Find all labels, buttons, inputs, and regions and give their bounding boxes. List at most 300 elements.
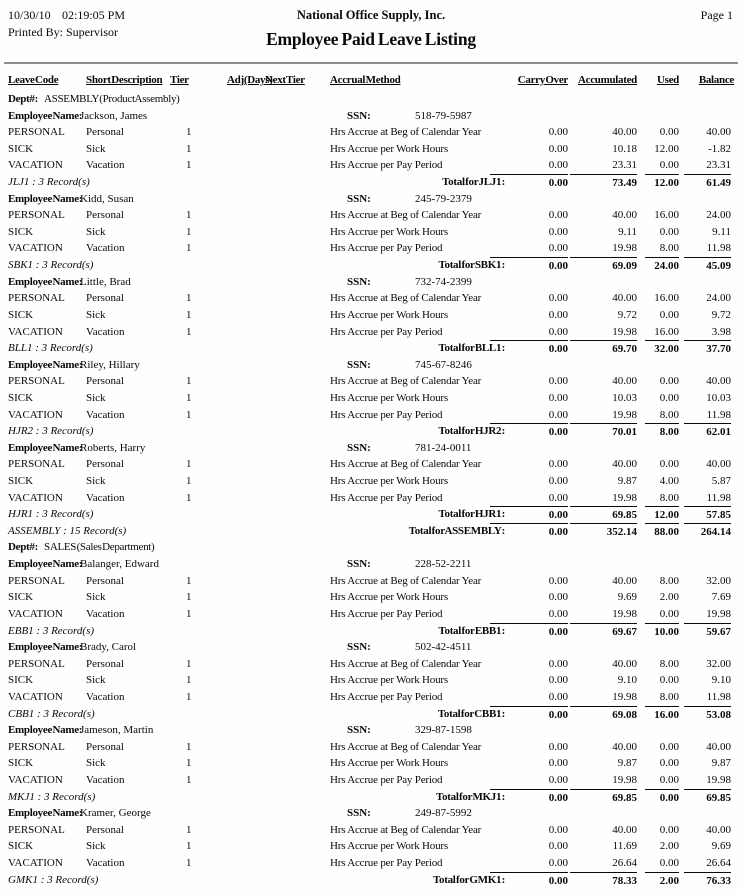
accrual-method: Hrs Accrue per Work Hours <box>330 840 448 853</box>
leave-description: Sick <box>86 591 106 604</box>
column-next-tier: Next Tier <box>265 74 305 86</box>
employee-name-label: Employee Name: <box>8 724 83 737</box>
leave-tier: 1 <box>186 325 192 338</box>
employee-name-label: Employee Name: <box>8 641 83 654</box>
dept-value: SALES (Sales Department) <box>44 541 155 554</box>
accrual-method: Hrs Accrue per Pay Period <box>330 491 443 504</box>
used-value: 8.00 <box>659 690 679 703</box>
employee-name-value: Riley, Hillary <box>80 358 140 371</box>
employee-total-row <box>0 423 742 440</box>
used-value: 0.00 <box>659 126 679 139</box>
ssn-label: SSN: <box>347 558 371 571</box>
accumulated-value: 10.03 <box>612 391 637 404</box>
employee-row <box>0 805 742 822</box>
leave-description: Sick <box>86 142 106 155</box>
employee-name-value: Brady, Carol <box>80 641 137 654</box>
leave-code: PERSONAL <box>8 292 65 305</box>
balance-value: 10.03 <box>706 391 731 404</box>
column-used: Used <box>656 74 679 86</box>
balance-value: -1.82 <box>708 142 731 155</box>
balance-value: 40.00 <box>706 126 731 139</box>
used-value: 2.00 <box>659 840 679 853</box>
balance-value: 9.10 <box>711 674 731 687</box>
leave-code: PERSONAL <box>8 375 65 388</box>
leave-tier: 1 <box>186 159 192 172</box>
used-value: 0.00 <box>659 308 679 321</box>
dept-row <box>0 539 742 556</box>
leave-tier: 1 <box>186 391 192 404</box>
record-count: HJR1 : 3 Record(s) <box>8 508 94 521</box>
column-tier: Tier <box>170 74 189 86</box>
leave-tier: 1 <box>186 840 192 853</box>
accrual-method: Hrs Accrue per Work Hours <box>330 475 448 488</box>
leave-code: VACATION <box>8 690 63 703</box>
accrual-method: Hrs Accrue per Work Hours <box>330 757 448 770</box>
employee-total-row <box>0 506 742 523</box>
leave-tier: 1 <box>186 823 192 836</box>
leave-row <box>0 838 742 855</box>
leave-tier: 1 <box>186 142 192 155</box>
accrual-method: Hrs Accrue at Beg of Calendar Year <box>330 292 482 305</box>
record-count: JLJ1 : 3 Record(s) <box>8 176 90 189</box>
leave-description: Personal <box>86 126 124 139</box>
leave-row <box>0 689 742 706</box>
leave-row <box>0 573 742 590</box>
employee-name-label: Employee Name: <box>8 441 83 454</box>
leave-tier: 1 <box>186 408 192 421</box>
total-used: 10.00 <box>645 623 679 641</box>
leave-description: Personal <box>86 740 124 753</box>
used-value: 0.00 <box>659 674 679 687</box>
accumulated-value: 19.98 <box>612 690 637 703</box>
used-value: 16.00 <box>654 209 679 222</box>
leave-tier: 1 <box>186 674 192 687</box>
dept-value: ASSEMBLY (Product Assembly) <box>44 93 180 105</box>
employee-row <box>0 556 742 573</box>
accumulated-value: 19.98 <box>612 325 637 338</box>
used-value: 0.00 <box>659 857 679 870</box>
ssn-value: 745-67-8246 <box>415 358 472 371</box>
total-balance: 59.67 <box>684 623 731 641</box>
accrual-method: Hrs Accrue per Work Hours <box>330 391 448 404</box>
balance-value: 5.87 <box>711 475 731 488</box>
balance-value: 9.69 <box>711 840 731 853</box>
dept-record-count: ASSEMBLY : 15 Record(s) <box>8 524 127 537</box>
ssn-label: SSN: <box>347 275 371 288</box>
accumulated-value: 9.87 <box>617 475 637 488</box>
leave-tier: 1 <box>186 690 192 703</box>
accumulated-value: 23.31 <box>612 159 637 172</box>
accumulated-value: 10.18 <box>612 142 637 155</box>
carry-over-value: 0.00 <box>548 823 568 836</box>
leave-tier: 1 <box>186 225 192 238</box>
accumulated-value: 40.00 <box>612 657 637 670</box>
balance-value: 9.11 <box>712 225 731 238</box>
column-header-row <box>0 74 742 90</box>
total-carry-over: 0.00 <box>490 623 568 641</box>
leave-tier: 1 <box>186 475 192 488</box>
total-label: Total for SBK1 : <box>438 259 505 272</box>
accumulated-value: 19.98 <box>612 242 637 255</box>
leave-description: Sick <box>86 840 106 853</box>
total-balance: 37.70 <box>684 340 731 358</box>
carry-over-value: 0.00 <box>548 325 568 338</box>
leave-row <box>0 373 742 390</box>
employee-row <box>0 191 742 208</box>
leave-code: PERSONAL <box>8 657 65 670</box>
used-value: 0.00 <box>659 375 679 388</box>
leave-code: SICK <box>8 840 34 853</box>
carry-over-value: 0.00 <box>548 491 568 504</box>
employee-name-label: Employee Name: <box>8 275 83 288</box>
record-count: MKJ1 : 3 Record(s) <box>8 790 96 803</box>
page-number: Page 1 <box>700 8 733 22</box>
accrual-method: Hrs Accrue per Pay Period <box>330 159 443 172</box>
carry-over-value: 0.00 <box>548 657 568 670</box>
leave-description: Sick <box>86 225 106 238</box>
accumulated-value: 19.98 <box>612 491 637 504</box>
leave-description: Vacation <box>86 690 125 703</box>
ssn-value: 329-87-1598 <box>415 724 472 737</box>
accrual-method: Hrs Accrue per Work Hours <box>330 225 448 238</box>
total-used: 2.00 <box>645 872 679 890</box>
record-count: SBK1 : 3 Record(s) <box>8 259 94 272</box>
used-value: 16.00 <box>654 292 679 305</box>
carry-over-value: 0.00 <box>548 126 568 139</box>
column-adj-days: Adj(Days) <box>227 74 273 86</box>
leave-tier: 1 <box>186 857 192 870</box>
leave-code: VACATION <box>8 242 63 255</box>
employee-name-value: Kidd, Susan <box>80 192 134 205</box>
accrual-method: Hrs Accrue per Pay Period <box>330 607 443 620</box>
accumulated-value: 40.00 <box>612 823 637 836</box>
accumulated-value: 9.87 <box>617 757 637 770</box>
balance-value: 9.72 <box>711 308 731 321</box>
total-used: 16.00 <box>645 706 679 724</box>
leave-code: VACATION <box>8 857 63 870</box>
employee-name-label: Employee Name: <box>8 358 83 371</box>
accrual-method: Hrs Accrue per Work Hours <box>330 308 448 321</box>
balance-value: 7.69 <box>711 591 731 604</box>
total-used: 12.00 <box>645 506 679 524</box>
ssn-label: SSN: <box>347 641 371 654</box>
leave-row <box>0 157 742 174</box>
leave-tier: 1 <box>186 591 192 604</box>
accrual-method: Hrs Accrue at Beg of Calendar Year <box>330 209 482 222</box>
leave-description: Sick <box>86 757 106 770</box>
leave-tier: 1 <box>186 209 192 222</box>
accumulated-value: 19.98 <box>612 408 637 421</box>
leave-row <box>0 407 742 424</box>
employee-row <box>0 639 742 656</box>
accumulated-value: 40.00 <box>612 292 637 305</box>
employee-name-value: Jameson, Martin <box>80 724 154 737</box>
column-accumulated: Accumulated <box>577 74 637 86</box>
accrual-method: Hrs Accrue per Work Hours <box>330 142 448 155</box>
used-value: 0.00 <box>659 740 679 753</box>
total-used: 32.00 <box>645 340 679 358</box>
total-label: Total for HJR1 : <box>438 508 505 521</box>
record-count: BLL1 : 3 Record(s) <box>8 342 93 355</box>
carry-over-value: 0.00 <box>548 475 568 488</box>
total-label: Total for HJR2 : <box>438 425 505 438</box>
ssn-value: 518-79-5987 <box>415 109 472 122</box>
leave-description: Sick <box>86 475 106 488</box>
carry-over-value: 0.00 <box>548 408 568 421</box>
total-label: Total for BLL1 : <box>438 342 505 355</box>
leave-code: VACATION <box>8 408 63 421</box>
leave-description: Personal <box>86 375 124 388</box>
ssn-value: 228-52-2211 <box>415 558 472 571</box>
leave-code: SICK <box>8 674 34 687</box>
used-value: 0.00 <box>659 458 679 471</box>
accrual-method: Hrs Accrue per Pay Period <box>330 773 443 786</box>
leave-code: VACATION <box>8 159 63 172</box>
balance-value: 24.00 <box>706 209 731 222</box>
leave-code: VACATION <box>8 491 63 504</box>
accrual-method: Hrs Accrue at Beg of Calendar Year <box>330 375 482 388</box>
total-accumulated: 69.67 <box>570 623 637 641</box>
ssn-label: SSN: <box>347 192 371 205</box>
total-balance: 53.08 <box>684 706 731 724</box>
employee-total-row <box>0 623 742 640</box>
ssn-label: SSN: <box>347 807 371 820</box>
accumulated-value: 40.00 <box>612 740 637 753</box>
accumulated-value: 9.72 <box>617 308 637 321</box>
leave-tier: 1 <box>186 657 192 670</box>
leave-code: SICK <box>8 591 34 604</box>
carry-over-value: 0.00 <box>548 740 568 753</box>
used-value: 8.00 <box>659 408 679 421</box>
used-value: 8.00 <box>659 491 679 504</box>
total-accumulated: 69.70 <box>570 340 637 358</box>
column-balance: Balance <box>698 74 734 86</box>
accumulated-value: 40.00 <box>612 209 637 222</box>
leave-description: Vacation <box>86 159 125 172</box>
total-balance: 61.49 <box>684 174 731 192</box>
leave-row <box>0 390 742 407</box>
ssn-label: SSN: <box>347 724 371 737</box>
accumulated-value: 9.69 <box>617 591 637 604</box>
accumulated-value: 11.69 <box>612 840 637 853</box>
record-count: EBB1 : 3 Record(s) <box>8 624 95 637</box>
accrual-method: Hrs Accrue per Pay Period <box>330 857 443 870</box>
employee-row <box>0 108 742 125</box>
carry-over-value: 0.00 <box>548 458 568 471</box>
leave-code: SICK <box>8 391 34 404</box>
carry-over-value: 0.00 <box>548 292 568 305</box>
leave-code: SICK <box>8 142 34 155</box>
leave-code: SICK <box>8 225 34 238</box>
total-carry-over: 0.00 <box>490 423 568 441</box>
total-carry-over: 0.00 <box>490 872 568 890</box>
accumulated-value: 9.10 <box>617 674 637 687</box>
accumulated-value: 40.00 <box>612 375 637 388</box>
leave-code: SICK <box>8 308 34 321</box>
report-time: 02:19:05 PM <box>62 8 126 22</box>
leave-tier: 1 <box>186 126 192 139</box>
leave-tier: 1 <box>186 574 192 587</box>
used-value: 4.00 <box>659 475 679 488</box>
accrual-method: Hrs Accrue at Beg of Calendar Year <box>330 126 482 139</box>
total-label: Total for EBB1 : <box>438 624 505 637</box>
employee-name-label: Employee Name: <box>8 807 83 820</box>
carry-over-value: 0.00 <box>548 607 568 620</box>
total-balance: 69.85 <box>684 789 731 807</box>
leave-tier: 1 <box>186 740 192 753</box>
total-used: 0.00 <box>645 789 679 807</box>
accumulated-value: 19.98 <box>612 773 637 786</box>
accrual-method: Hrs Accrue at Beg of Calendar Year <box>330 740 482 753</box>
leave-code: PERSONAL <box>8 574 65 587</box>
total-accumulated: 78.33 <box>570 872 637 890</box>
leave-description: Vacation <box>86 773 125 786</box>
accumulated-value: 26.64 <box>612 857 637 870</box>
carry-over-value: 0.00 <box>548 574 568 587</box>
carry-over-value: 0.00 <box>548 857 568 870</box>
employee-name-label: Employee Name: <box>8 109 83 122</box>
record-count: CBB1 : 3 Record(s) <box>8 707 95 720</box>
leave-tier: 1 <box>186 458 192 471</box>
carry-over-value: 0.00 <box>548 375 568 388</box>
column-leave-code: Leave Code <box>8 74 59 86</box>
total-carry-over: 0.00 <box>490 789 568 807</box>
leave-row <box>0 490 742 507</box>
employee-row <box>0 357 742 374</box>
balance-value: 26.64 <box>706 857 731 870</box>
used-value: 12.00 <box>654 142 679 155</box>
used-value: 0.00 <box>659 159 679 172</box>
leave-description: Sick <box>86 674 106 687</box>
leave-description: Personal <box>86 209 124 222</box>
carry-over-value: 0.00 <box>548 242 568 255</box>
leave-description: Vacation <box>86 242 125 255</box>
ssn-value: 781-24-0011 <box>415 441 472 454</box>
used-value: 0.00 <box>659 391 679 404</box>
carry-over-value: 0.00 <box>548 159 568 172</box>
leave-code: PERSONAL <box>8 209 65 222</box>
balance-value: 3.98 <box>711 325 731 338</box>
leave-row <box>0 822 742 839</box>
leave-description: Vacation <box>86 857 125 870</box>
balance-value: 40.00 <box>706 458 731 471</box>
carry-over-value: 0.00 <box>548 757 568 770</box>
carry-over-value: 0.00 <box>548 308 568 321</box>
balance-value: 11.98 <box>706 408 731 421</box>
leave-row <box>0 656 742 673</box>
carry-over-value: 0.00 <box>548 225 568 238</box>
leave-row <box>0 739 742 756</box>
column-accrual-method: Accrual Method <box>330 74 401 86</box>
ssn-value: 502-42-4511 <box>415 641 472 654</box>
carry-over-value: 0.00 <box>548 773 568 786</box>
total-label: Total for JLJ1 : <box>442 176 505 189</box>
accumulated-value: 40.00 <box>612 126 637 139</box>
leave-description: Personal <box>86 823 124 836</box>
employee-row <box>0 274 742 291</box>
employee-name-value: Jackson, James <box>80 109 148 122</box>
total-label: Total for CBB1 : <box>437 707 505 720</box>
leave-row <box>0 224 742 241</box>
balance-value: 23.31 <box>706 159 731 172</box>
leave-row <box>0 672 742 689</box>
employee-total-row <box>0 340 742 357</box>
ssn-label: SSN: <box>347 358 371 371</box>
leave-code: SICK <box>8 475 34 488</box>
accrual-method: Hrs Accrue at Beg of Calendar Year <box>330 574 482 587</box>
employee-total-row <box>0 789 742 806</box>
total-carry-over: 0.00 <box>490 706 568 724</box>
used-value: 16.00 <box>654 325 679 338</box>
total-carry-over: 0.00 <box>490 340 568 358</box>
printed-by: Printed By: Supervisor <box>8 25 118 39</box>
accrual-method: Hrs Accrue at Beg of Calendar Year <box>330 458 482 471</box>
leave-description: Vacation <box>86 491 125 504</box>
leave-row <box>0 606 742 623</box>
carry-over-value: 0.00 <box>548 591 568 604</box>
company-name: National Office Supply, Inc. <box>296 8 446 22</box>
used-value: 0.00 <box>659 607 679 620</box>
leave-tier: 1 <box>186 242 192 255</box>
used-value: 8.00 <box>659 574 679 587</box>
leave-code: PERSONAL <box>8 740 65 753</box>
leave-row <box>0 240 742 257</box>
total-used: 12.00 <box>645 174 679 192</box>
leave-row <box>0 589 742 606</box>
leave-description: Vacation <box>86 408 125 421</box>
dept-total-balance: 264.14 <box>684 523 731 541</box>
employee-total-row <box>0 706 742 723</box>
carry-over-value: 0.00 <box>548 690 568 703</box>
ssn-value: 732-74-2399 <box>415 275 472 288</box>
balance-value: 11.98 <box>706 690 731 703</box>
total-accumulated: 70.01 <box>570 423 637 441</box>
report-body <box>0 91 742 888</box>
total-accumulated: 69.09 <box>570 257 637 275</box>
total-used: 8.00 <box>645 423 679 441</box>
total-label: Total for MKJ1 : <box>436 790 505 803</box>
column-short-description: Short Description <box>86 74 163 86</box>
leave-code: PERSONAL <box>8 458 65 471</box>
accrual-method: Hrs Accrue per Pay Period <box>330 325 443 338</box>
leave-code: SICK <box>8 757 34 770</box>
leave-code: VACATION <box>8 773 63 786</box>
balance-value: 19.98 <box>706 773 731 786</box>
carry-over-value: 0.00 <box>548 209 568 222</box>
ssn-value: 245-79-2379 <box>415 192 472 205</box>
dept-label: Dept#: <box>8 541 38 554</box>
total-balance: 45.09 <box>684 257 731 275</box>
leave-row <box>0 124 742 141</box>
balance-value: 24.00 <box>706 292 731 305</box>
total-accumulated: 69.08 <box>570 706 637 724</box>
leave-code: PERSONAL <box>8 823 65 836</box>
leave-code: VACATION <box>8 325 63 338</box>
accrual-method: Hrs Accrue per Pay Period <box>330 408 443 421</box>
header-divider <box>4 62 738 64</box>
total-balance: 57.85 <box>684 506 731 524</box>
total-carry-over: 0.00 <box>490 506 568 524</box>
leave-tier: 1 <box>186 491 192 504</box>
employee-row <box>0 440 742 457</box>
leave-description: Sick <box>86 391 106 404</box>
ssn-label: SSN: <box>347 441 371 454</box>
leave-description: Personal <box>86 458 124 471</box>
used-value: 8.00 <box>659 657 679 670</box>
employee-name-label: Employee Name: <box>8 192 83 205</box>
carry-over-value: 0.00 <box>548 840 568 853</box>
record-count: GMK1 : 3 Record(s) <box>8 873 99 886</box>
